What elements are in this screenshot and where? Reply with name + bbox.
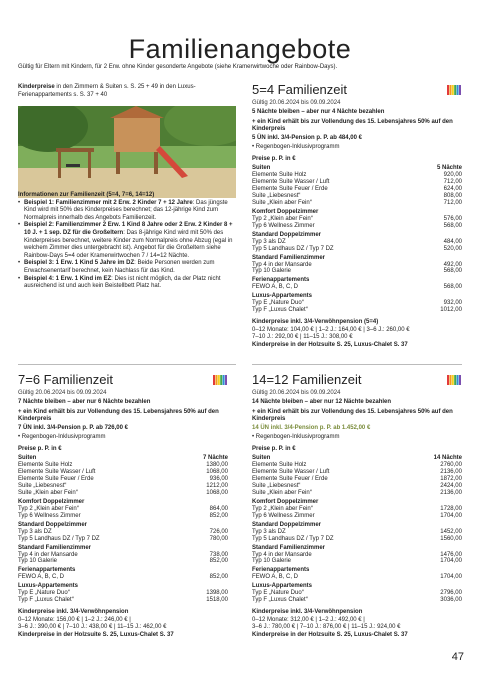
price-row-label: Typ E „Nature Duo“	[252, 300, 304, 307]
price-row-label: Typ 2 „Klein aber Fein“	[252, 215, 313, 222]
package-regenbogen: • Regenbogen-Inklusivprogramm	[18, 433, 106, 440]
price-row-value: 1012,00	[440, 307, 462, 314]
price-row-value: 852,00	[209, 512, 228, 519]
kinderpreise-footer: Kinderpreise in der Holzsuite S. 25, Luxus-Chalet S. 37	[252, 342, 408, 348]
price-row	[252, 506, 462, 513]
price-row-label: Typ F „Luxus Chalet“	[18, 597, 74, 604]
price-row-value: 852,00	[209, 574, 228, 581]
price-row-value: 624,00	[443, 185, 462, 192]
price-row-value: 2136,00	[440, 489, 462, 496]
price-row-value: 1704,00	[440, 574, 462, 581]
price-group-name: Standard Familienzimmer	[252, 544, 326, 551]
price-group-name: Suiten	[252, 455, 271, 462]
price-row-value: 1476,00	[440, 551, 462, 558]
price-group-name: Standard Doppelzimmer	[18, 521, 88, 528]
rainbow-logo-icon	[212, 374, 228, 386]
price-row	[252, 476, 462, 483]
rainbow-logo-icon	[446, 374, 462, 386]
price-row-label: FEWO A, B, C, D	[252, 284, 299, 291]
package-7-6	[18, 372, 228, 640]
price-row-value: 920,00	[443, 172, 462, 179]
package-desc-1: 14 Nächte bleiben – aber nur 12 Nächte bezahlen	[252, 399, 392, 406]
price-row-label: FEWO A, B, C, D	[18, 574, 65, 581]
price-row	[18, 558, 228, 565]
kinderpreise-line-2: 3–6 J.: 780,00 € | 7–10 J.: 876,00 € | 11–15 J.: 924,00 €	[252, 624, 401, 631]
price-row-value: 780,00	[209, 535, 228, 542]
package-regenbogen: • Regenbogen-Inklusivprogramm	[252, 143, 340, 150]
kinderpreise-footer: Kinderpreise in der Holzsuite S. 25, Luxus-Chalet S. 37	[18, 632, 174, 638]
price-row-value: 726,00	[209, 528, 228, 535]
price-group-nights	[408, 520, 462, 529]
price-group-nights	[413, 253, 462, 262]
package-validity: Gültig 20.06.2024 bis 09.09.2024	[252, 99, 341, 106]
kinderpreise-heading: Kinderpreise inkl. 3/4-Verwöhnpension	[18, 609, 129, 616]
price-group-name: Komfort Doppelzimmer	[18, 498, 85, 505]
price-row-label: Elemente Suite Feuer / Erde	[18, 475, 94, 482]
price-row	[252, 193, 462, 200]
price-row-label: Suite „Klein aber Fein“	[252, 199, 312, 206]
price-row-value: 1068,00	[206, 489, 228, 496]
price-group-nights	[408, 543, 462, 552]
price-head-label: Preise p. P. in €	[18, 446, 62, 453]
kinderpreise-block	[252, 319, 462, 349]
price-group-row	[18, 453, 228, 462]
price-row-value: 3036,00	[440, 597, 462, 604]
price-row	[252, 513, 462, 520]
package-desc-2: + ein Kind erhält bis zur Vollendung des 15. Lebensjahres 50% auf den Kinderpreis	[18, 408, 219, 423]
price-group-name: Ferienappartements	[252, 567, 310, 574]
price-row-value: 1704,00	[440, 558, 462, 565]
price-row-label: Elemente Suite Wasser / Luft	[252, 469, 330, 476]
price-row-label: Elemente Suite Wasser / Luft	[252, 179, 330, 186]
price-row	[18, 513, 228, 520]
price-row-label: Typ 5 Landhaus DZ / Typ 7 DZ	[252, 245, 334, 252]
price-row-value: 484,00	[443, 238, 462, 245]
price-group-row	[18, 581, 228, 590]
price-row-value: 2136,00	[440, 469, 462, 476]
price-row-label: Typ 3 als DZ	[252, 238, 286, 245]
price-row-label: Typ E „Nature Duo“	[18, 590, 70, 597]
price-group-nights	[413, 291, 462, 300]
price-row	[18, 552, 228, 559]
price-group-row	[18, 543, 228, 552]
info-item	[18, 200, 236, 223]
price-row-value: 1212,00	[206, 482, 228, 489]
info-item-text: : Beide Personen werden zum Erwachsenentarif berechnet, kein Nachlass für das Kind.	[24, 260, 215, 275]
price-row-label: Typ 4 in der Mansarde	[18, 551, 78, 558]
price-row	[18, 597, 228, 604]
price-row-value: 1872,00	[440, 475, 462, 482]
price-row-label: Suite „Klein aber Fein“	[18, 489, 78, 496]
page-title: Familienangebote	[128, 34, 352, 64]
price-group-name: Ferienappartements	[252, 277, 310, 284]
package-validity: Gültig 20.06.2024 bis 09.09.2024	[18, 389, 107, 396]
price-row-label: Suite „Klein aber Fein“	[252, 489, 312, 496]
package-desc-1: 7 Nächte bleiben – aber nur 6 Nächte bezahlen	[18, 399, 151, 406]
info-item-bold: Beispiel 1: Familienzimmer mit 2 Erw. 2 Kinder 7 + 12 Jahre	[24, 199, 193, 206]
price-row-value: 932,00	[443, 300, 462, 307]
price-group-row	[252, 565, 462, 574]
price-row-value: 1452,00	[440, 528, 462, 535]
price-row	[18, 506, 228, 513]
price-group-name: Komfort Doppelzimmer	[252, 208, 319, 215]
price-group-row	[18, 520, 228, 529]
price-head-label: Preise p. P. in €	[252, 156, 296, 163]
price-row-label: Typ 10 Galerie	[18, 558, 58, 565]
price-group-nights	[408, 497, 462, 506]
package-desc-2: + ein Kind erhält bis zur Vollendung des 15. Lebensjahres 50% auf den Kinderpreis	[252, 408, 453, 423]
kinderpreise-block	[18, 609, 228, 639]
price-group-row	[18, 497, 228, 506]
price-row-label: Typ 10 Galerie	[252, 268, 292, 275]
price-row	[252, 574, 462, 581]
price-row	[252, 590, 462, 597]
price-row-label: Typ 2 „Klein aber Fein“	[252, 505, 313, 512]
price-group-name: Standard Familienzimmer	[18, 544, 92, 551]
price-group-row	[252, 275, 462, 284]
price-row	[18, 590, 228, 597]
playground-photo	[18, 106, 236, 198]
price-table	[18, 446, 228, 604]
package-title: 5=4 Familienzeit	[252, 82, 348, 97]
price-row-value: 936,00	[209, 475, 228, 482]
price-row-label: Suite „Liebesnest“	[252, 482, 301, 489]
price-row-label: Typ F „Luxus Chalet“	[252, 597, 308, 604]
package-regenbogen: • Regenbogen-Inklusivprogramm	[252, 433, 340, 440]
price-row	[252, 483, 462, 490]
package-price: 14 ÜN inkl. 3/4-Pension p. P. ab 1.452,00 €	[252, 424, 371, 431]
price-row-value: 1518,00	[206, 597, 228, 604]
price-table	[252, 446, 462, 604]
price-row-label: Suite „Liebesnest“	[252, 192, 301, 199]
kinderpreise-line-2: 3–6 J.: 390,00 € | 7–10 J.: 438,00 € | 11–15 J.: 462,00 €	[18, 624, 167, 631]
package-5-4	[252, 82, 462, 350]
price-row	[252, 172, 462, 179]
price-row	[18, 574, 228, 581]
info-familienzeit	[18, 192, 236, 291]
info-list	[18, 200, 236, 291]
price-row-label: Elemente Suite Holz	[18, 462, 73, 469]
price-row	[252, 284, 462, 291]
price-group-row	[252, 207, 462, 216]
price-row-value: 852,00	[209, 558, 228, 565]
price-group-row	[252, 520, 462, 529]
price-row	[18, 462, 228, 469]
price-group-nights	[179, 520, 228, 529]
price-group-row	[252, 163, 462, 172]
price-row-label: Typ 5 Landhaus DZ / Typ 7 DZ	[252, 535, 334, 542]
price-row-value: 1728,00	[440, 505, 462, 512]
price-group-name: Suiten	[252, 165, 271, 172]
price-row-label: Elemente Suite Wasser / Luft	[18, 469, 96, 476]
package-title: 7=6 Familienzeit	[18, 372, 114, 387]
price-group-nights	[413, 275, 462, 284]
price-group-nights	[413, 207, 462, 216]
price-row	[252, 536, 462, 543]
price-group-name: Standard Doppelzimmer	[252, 231, 322, 238]
price-group-row	[252, 291, 462, 300]
price-row	[252, 216, 462, 223]
price-group-nights	[408, 565, 462, 574]
price-row	[252, 462, 462, 469]
price-row-value: 2424,00	[440, 482, 462, 489]
price-group-nights: 14 Nächte	[433, 455, 462, 462]
price-row-label: Elemente Suite Holz	[252, 462, 307, 469]
price-row-value: 1560,00	[440, 535, 462, 542]
price-row	[18, 529, 228, 536]
price-row-label: Typ 6 Wellness Zimmer	[252, 222, 315, 229]
price-table	[252, 156, 462, 314]
price-row-label: Elemente Suite Holz	[252, 172, 307, 179]
price-row-value: 568,00	[443, 284, 462, 291]
info-item-text: : Dies ist nicht möglich, da der Platz nicht ausreichend ist und auch kein Beistellbett Platz hat.	[24, 275, 221, 290]
package-price: 5 ÜN inkl. 3/4-Pension p. P. ab 484,00 €	[252, 134, 362, 141]
kinderpreise-footer: Kinderpreise in der Holzsuite S. 25, Luxus-Chalet S. 37	[252, 632, 408, 638]
info-item-bold: Beispiel 2: Familienzimmer 2 Erw. 1 Kind 8 Jahre oder 2 Erw. 2 Kinder 8 + 10 J. + 1 sep. DZ für die Großeltern	[24, 222, 233, 237]
price-group-nights	[179, 565, 228, 574]
price-row-value: 712,00	[443, 199, 462, 206]
price-group-row	[252, 543, 462, 552]
price-row	[252, 262, 462, 269]
price-row	[252, 268, 462, 275]
package-desc-1: 5 Nächte bleiben – aber nur 4 Nächte bezahlen	[252, 109, 385, 116]
price-group-row	[252, 253, 462, 262]
price-group-nights: 7 Nächte	[202, 455, 228, 462]
kinderpreise-heading: Kinderpreise inkl. 3/4-Verwöhnpension (5=4)	[252, 319, 379, 326]
info-item	[18, 276, 236, 291]
price-group-row	[252, 581, 462, 590]
price-row	[18, 469, 228, 476]
info-item-bold: Beispiel 4: 1 Erw. 1 Kind im EZ	[24, 275, 112, 282]
kinderpreise-line-2: 7–10 J.: 292,00 € | 11–15 J.: 308,00 €	[252, 334, 353, 341]
price-row	[18, 476, 228, 483]
price-row-value: 808,00	[443, 192, 462, 199]
price-group-nights	[408, 581, 462, 590]
kinderpreise-line-1: 0–12 Monate: 104,00 € | 1–2 J.: 164,00 € | 3–6 J.: 260,00 €	[252, 326, 410, 333]
price-table-head	[18, 446, 228, 453]
price-group-row	[252, 453, 462, 462]
price-table-head	[252, 446, 462, 453]
price-group-name: Standard Doppelzimmer	[252, 521, 322, 528]
price-row	[18, 483, 228, 490]
info-item-text: : Das 8-jährige Kind wird mit 50% des Kinderpreises berechnet, weitere Kinder zum Normalpreis ohne Abzug (egal in welchem Zimmer dies untergebracht ist). Angebot für die Großeltern siehe Rainbow-Days 5=4 oder Kramerwirtwochen 7 / 14=12 Nächte.	[24, 230, 233, 259]
package-validity: Gültig 20.06.2024 bis 09.09.2024	[252, 389, 341, 396]
kinderpreise-heading: Kinderpreise inkl. 3/4-Verwöhnpension	[252, 609, 363, 616]
price-row-label: Typ 4 in der Mansarde	[252, 551, 312, 558]
info-item-text: : Das jüngste Kind wird mit 50% des Kinderpreises berechnet; das 12-jährige Kind zum Normalpreis innerhalb des Angebots Familienzeit.	[24, 199, 228, 221]
price-row-label: Suite „Liebesnest“	[18, 482, 67, 489]
price-row	[252, 300, 462, 307]
price-group-name: Standard Familienzimmer	[252, 254, 326, 261]
price-row	[252, 239, 462, 246]
divider-left	[18, 364, 236, 365]
price-group-name: Ferienappartements	[18, 567, 76, 574]
price-group-nights	[179, 543, 228, 552]
price-group-name: Luxus-Appartements	[252, 293, 313, 300]
price-row-label: Typ E „Nature Duo“	[252, 590, 304, 597]
info-heading: Informationen zur Familienzeit (5=4, 7=6, 14=12)	[18, 192, 155, 198]
price-row-label: Typ F „Luxus Chalet“	[252, 307, 308, 314]
price-group-name: Suiten	[18, 455, 37, 462]
kinderpreise-line-1: 0–12 Monate: 312,00 € | 1–2 J.: 492,00 € |	[252, 616, 365, 623]
price-group-name: Luxus-Appartements	[252, 583, 313, 590]
price-row-value: 568,00	[443, 222, 462, 229]
price-row-value: 2760,00	[440, 462, 462, 469]
price-group-nights	[179, 497, 228, 506]
info-item-bold: Beispiel 3: 1 Erw. 1 Kind 5 Jahre im DZ	[24, 260, 135, 267]
info-item	[18, 260, 236, 275]
price-row-label: Typ 4 in der Mansarde	[252, 261, 312, 268]
price-row-value: 492,00	[443, 261, 462, 268]
price-row	[252, 307, 462, 314]
price-row	[252, 200, 462, 207]
price-group-row	[18, 565, 228, 574]
price-group-nights: 5 Nächte	[436, 165, 462, 172]
price-head-nights	[408, 446, 462, 453]
package-14-12	[252, 372, 462, 640]
price-row-value: 1704,00	[440, 512, 462, 519]
price-row-value: 1068,00	[206, 469, 228, 476]
price-row-label: Elemente Suite Feuer / Erde	[252, 185, 328, 192]
price-row	[252, 179, 462, 186]
kinderpreise-intro	[18, 84, 236, 99]
price-row	[18, 490, 228, 497]
rainbow-logo-icon	[446, 84, 462, 96]
price-row-label: Typ 3 als DZ	[252, 528, 286, 535]
package-price: 7 ÜN inkl. 3/4-Pension p. P. ab 726,00 €	[18, 424, 128, 431]
price-row	[252, 246, 462, 253]
price-row	[252, 186, 462, 193]
price-row-value: 738,00	[209, 551, 228, 558]
price-row-label: Typ 6 Wellness Zimmer	[18, 512, 81, 519]
price-row	[252, 529, 462, 536]
price-row-label: Typ 10 Galerie	[252, 558, 292, 565]
price-row-value: 1398,00	[206, 590, 228, 597]
price-row	[252, 469, 462, 476]
price-row	[252, 597, 462, 604]
price-row	[18, 536, 228, 543]
price-group-nights	[179, 581, 228, 590]
price-row	[252, 223, 462, 230]
price-row	[252, 490, 462, 497]
kinderpreise-intro-bold: Kinderpreise	[18, 84, 55, 90]
divider-right	[252, 364, 462, 365]
price-row-value: 520,00	[443, 245, 462, 252]
price-group-row	[252, 497, 462, 506]
price-row-label: Typ 6 Wellness Zimmer	[252, 512, 315, 519]
price-group-row	[252, 230, 462, 239]
price-row-value: 712,00	[443, 179, 462, 186]
price-group-name: Luxus-Appartements	[18, 583, 79, 590]
price-row-label: FEWO A, B, C, D	[252, 574, 299, 581]
price-row-label: Typ 3 als DZ	[18, 528, 52, 535]
kinderpreise-block	[252, 609, 462, 639]
info-item	[18, 222, 236, 260]
page-number: 47	[451, 651, 464, 664]
kinderpreise-line-1: 0–12 Monate: 156,00 € | 1–2 J.: 246,00 € |	[18, 616, 131, 623]
price-group-name: Komfort Doppelzimmer	[252, 498, 319, 505]
price-row-label: Typ 2 „Klein aber Fein“	[18, 505, 79, 512]
price-row-label: Elemente Suite Feuer / Erde	[252, 475, 328, 482]
price-row	[252, 552, 462, 559]
price-row-value: 2796,00	[440, 590, 462, 597]
price-head-nights	[413, 156, 462, 163]
package-title: 14=12 Familienzeit	[252, 372, 362, 387]
kinderpreise-intro-text: in den Zimmern & Suiten s. S. 25 + 49 in den Luxus-Ferienappartements s. S. 37 + 40	[18, 84, 196, 98]
price-row-value: 568,00	[443, 268, 462, 275]
price-row-value: 1380,00	[206, 462, 228, 469]
price-row-value: 576,00	[443, 215, 462, 222]
price-group-nights	[413, 230, 462, 239]
price-table-head	[252, 156, 462, 163]
price-head-nights	[179, 446, 228, 453]
price-head-label: Preise p. P. in €	[252, 446, 296, 453]
price-row-label: Typ 5 Landhaus DZ / Typ 7 DZ	[18, 535, 100, 542]
price-row-value: 864,00	[209, 505, 228, 512]
price-row	[252, 558, 462, 565]
package-desc-2: + ein Kind erhält bis zur Vollendung des 15. Lebensjahres 50% auf den Kinderpreis	[252, 118, 453, 133]
page-subtitle: Gültig für Eltern mit Kindern, für 2 Erw. ohne Kinder gesonderte Angebote (siehe Kramerwirtwoche oder Rainbow-Days).	[18, 64, 338, 70]
